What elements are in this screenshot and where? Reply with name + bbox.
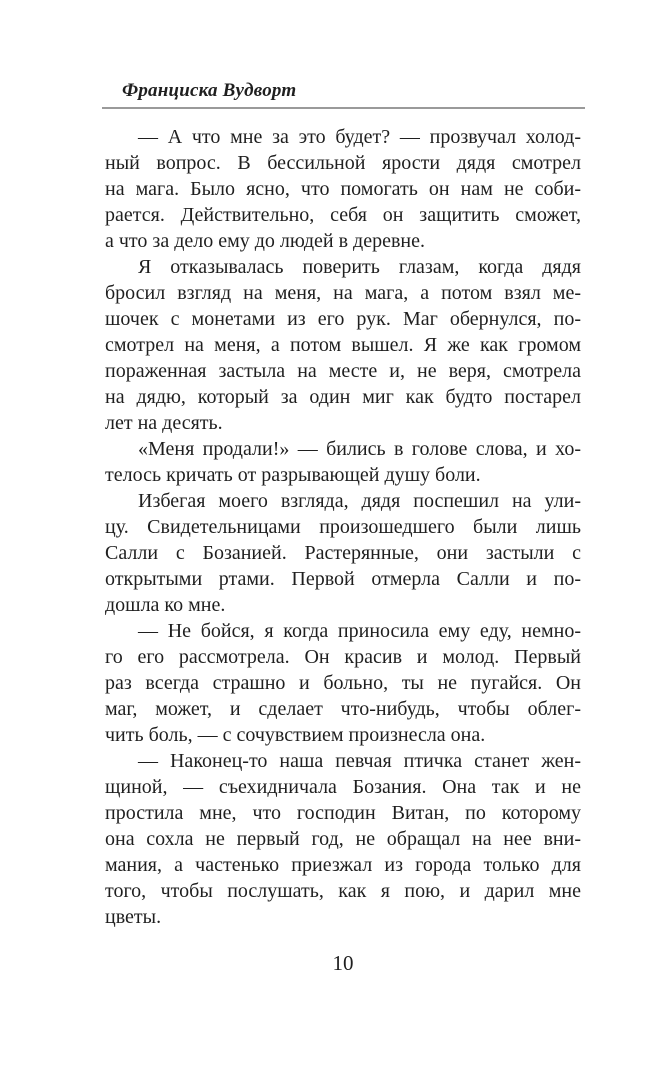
text-line: а что за дело ему до людей в деревне. [105, 230, 425, 252]
running-header [102, 80, 585, 109]
header-rule [102, 107, 585, 109]
text-line: лет на десять. [105, 412, 223, 434]
text-line: раз всегда страшно и больно, ты не пугайся. Он [105, 672, 581, 694]
paragraph [105, 124, 581, 254]
text-line: Салли с Бозанией. Растерянные, они застыли с [105, 542, 581, 564]
text-line: маг, может, и сделает что-нибудь, чтобы облег- [105, 698, 581, 720]
paragraph [105, 254, 581, 436]
text-line: чить боль, — с сочувствием произнесла она. [105, 724, 486, 746]
text-line: телось кричать от разрывающей душу боли. [105, 464, 481, 486]
text-line: шочек с монетами из его рук. Маг обернулся, по- [105, 308, 581, 330]
text-line: Я отказывалась поверить глазам, когда дядя [138, 256, 581, 278]
text-line: цветы. [105, 906, 162, 928]
paragraph [105, 618, 581, 748]
text-line: бросил взгляд на меня, на мага, а потом взял ме- [105, 282, 581, 304]
text-line: на дядю, который за один миг как будто постарел [105, 386, 581, 408]
text-line: щиной, — съехидничала Бозания. Она так и не [105, 776, 581, 798]
text-line: мания, а частенько приезжал из города только для [105, 854, 581, 876]
paragraph [105, 488, 581, 618]
text-line: того, чтобы послушать, как я пою, и дарил мне [105, 880, 581, 902]
text-line: пораженная застыла на месте и, не веря, смотрела [105, 360, 581, 382]
text-line: «Меня продали!» — бились в голове слова, и хо- [138, 438, 581, 460]
text-line: рается. Действительно, себя он защитить сможет, [105, 204, 581, 226]
text-line: ный вопрос. В бессильной ярости дядя смотрел [105, 152, 581, 174]
text-line: смотрел на меня, а потом вышел. Я же как громом [105, 334, 581, 356]
text-line: дошла ко мне. [105, 594, 226, 616]
text-line: — А что мне за это будет? — прозвучал холод- [138, 126, 581, 148]
author-name: Франциска Вудворт [122, 80, 297, 101]
text-line: го его рассмотрела. Он красив и молод. Первый [105, 646, 581, 668]
text-line: — Не бойся, я когда приносила ему еду, немно- [138, 620, 581, 642]
text-line: простила мне, что господин Витан, по которому [105, 802, 581, 824]
text-line: открытыми ртами. Первой отмерла Салли и по- [105, 568, 581, 590]
page-text [105, 124, 581, 930]
paragraph [105, 748, 581, 930]
text-line: — Наконец-то наша певчая птичка станет жен- [138, 750, 581, 772]
text-line: Избегая моего взгляда, дядя поспешил на ули- [138, 490, 581, 512]
text-line: на мага. Было ясно, что помогать он нам не соби- [105, 178, 581, 200]
text-line: она сохла не первый год, не обращал на нее вни- [105, 828, 581, 850]
text-line: цу. Свидетельницами произошедшего были лишь [105, 516, 581, 538]
page-number: 10 [332, 951, 354, 975]
paragraph [105, 436, 581, 488]
